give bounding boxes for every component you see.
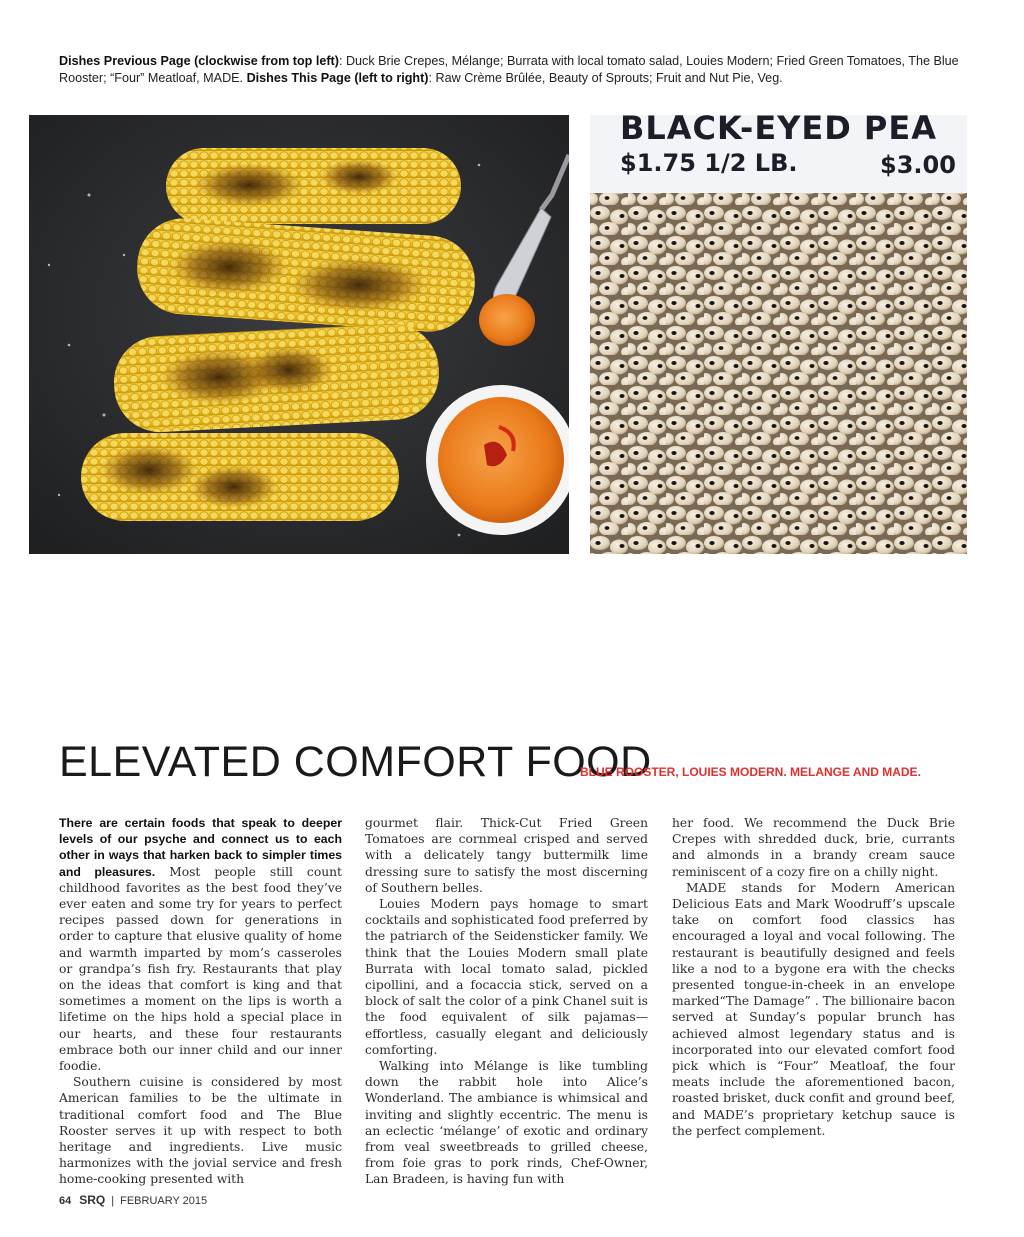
article-paragraph [59,815,342,1074]
article-subhead: BLUE ROOSTER, LOUIES MODERN. MELANGE AND MADE. [580,765,921,779]
issue-date: FEBRUARY 2015 [120,1195,208,1207]
article-column-1 [59,815,342,1188]
corn-cob-4 [81,433,399,521]
caption-this-text: : Raw Crème Brûlée, Beauty of Sprouts; Fruit and Nut Pie, Veg. [428,71,783,85]
article-paragraph: her food. We recommend the Duck Brie Crepes with shredded duck, brie, currants and almonds in a brandy cream sauce reminiscent of a cozy fire on a chilly night. [672,816,955,879]
magazine-name: SRQ [79,1193,106,1207]
caption-previous-label: Dishes Previous Page (clockwise from top left) [59,54,339,68]
article-paragraph: Louies Modern pays homage to smart cocktails and sophisticated food preferred by the patriarch of the Seidensticker family. We think that the Louies Modern small plate Burrata with local tomato salad, pickled cipollini, and a focaccia stick, served on a block of salt the color of a pink Chanel suit is the food equivalent of silk pajamas—effortless, casually elegant and deliciously comforting. [365,897,648,1057]
article-headline: ELEVATED COMFORT FOOD [59,738,652,786]
sign-product-name: BLACK-EYED PEA [620,115,937,147]
footer-separator: | [111,1195,115,1207]
article-paragraph: Walking into Mélange is like tumbling down the rabbit hole into Alice’s Wonderland. The ambiance is whimsical and inviting and slightly eccentric. The menu is an eclectic ‘mélange’ of exotic and ordinary from veal sweetbreads to grilled cheese, from foie gras to pork rinds, Chef-Owner, Lan Bradeen, is having fun with [365,1059,648,1187]
grilled-corn-photo [29,115,569,554]
article-column-2 [365,815,648,1188]
article-lead: There are certain foods that speak to deeper levels of our psyche and connect us to each other in ways that harken back to simpler times and pleasures. [59,816,342,879]
sign-price-full: $3.00 [880,151,956,179]
grilled-corn-illustration [29,115,569,554]
article-lead-continuation: Most people still count childhood favorites as the best food they’ve ever eaten and some try for years to perfect recipes passed down for generations in order to capture that elusive quality of home and warmth imparted by mom’s casseroles or grandpa’s fish fry. Restaurants that play on the ideas that comfort is king and that sometimes a moment on the lips is worth a lifetime on the hips hold a special place in our hearts, and these four restaurants embrace both our inner child and our inner foodie. [59,864,342,1074]
sign-price-half-lb: $1.75 1/2 LB. [620,149,798,177]
corn-cob-3 [112,322,442,435]
page-number: 64 [59,1195,72,1207]
page-footer [59,1193,207,1207]
corn-cob-1 [166,148,461,224]
price-sign [590,115,967,193]
article-paragraph: MADE stands for Modern American Delicious Eats and Mark Woodruff’s upscale take on comfort food classics has encouraged a loyal and vocal following. The restaurant is beautifully designed and feels like a nod to a bygone era with the checks presented tongue-in-cheek in an envelope marked“The Damage” . The billionaire bacon served at Sunday’s popular brunch has achieved almost legendary status and is incorporated into our elevated comfort food pick which is “Four” Meatloaf, the four meats include the aforementioned bacon, roasted brisket, duck confit and ground beef, and MADE’s proprietary ketchup sauce is the perfect complement. [672,880,955,1138]
photo-caption [59,53,969,87]
caption-previous-text: : Duck Brie Crepes, Mélange; Burrata with local tomato salad, Louies Modern; Fried Green Tomatoes, The Blue Rooster; “Four” Meatloaf, MADE. [59,54,959,85]
black-eyed-peas-photo [590,115,967,554]
caption-this-label: Dishes This Page (left to right) [246,71,429,85]
sauce-bowl [426,385,569,535]
article-column-3 [672,815,955,1139]
article-paragraph: gourmet flair. Thick-Cut Fried Green Tomatoes are cornmeal crisped and served with a delicately tangy buttermilk lime dressing sure to satisfy the most discerning of Southern belles. [365,816,648,895]
article-paragraph: Southern cuisine is considered by most American families to be the ultimate in traditional comfort food and The Blue Rooster serves it up with respect to both heritage and ingredients. Live music harmonizes with the jovial service and fresh home-cooking presented with [59,1075,342,1187]
